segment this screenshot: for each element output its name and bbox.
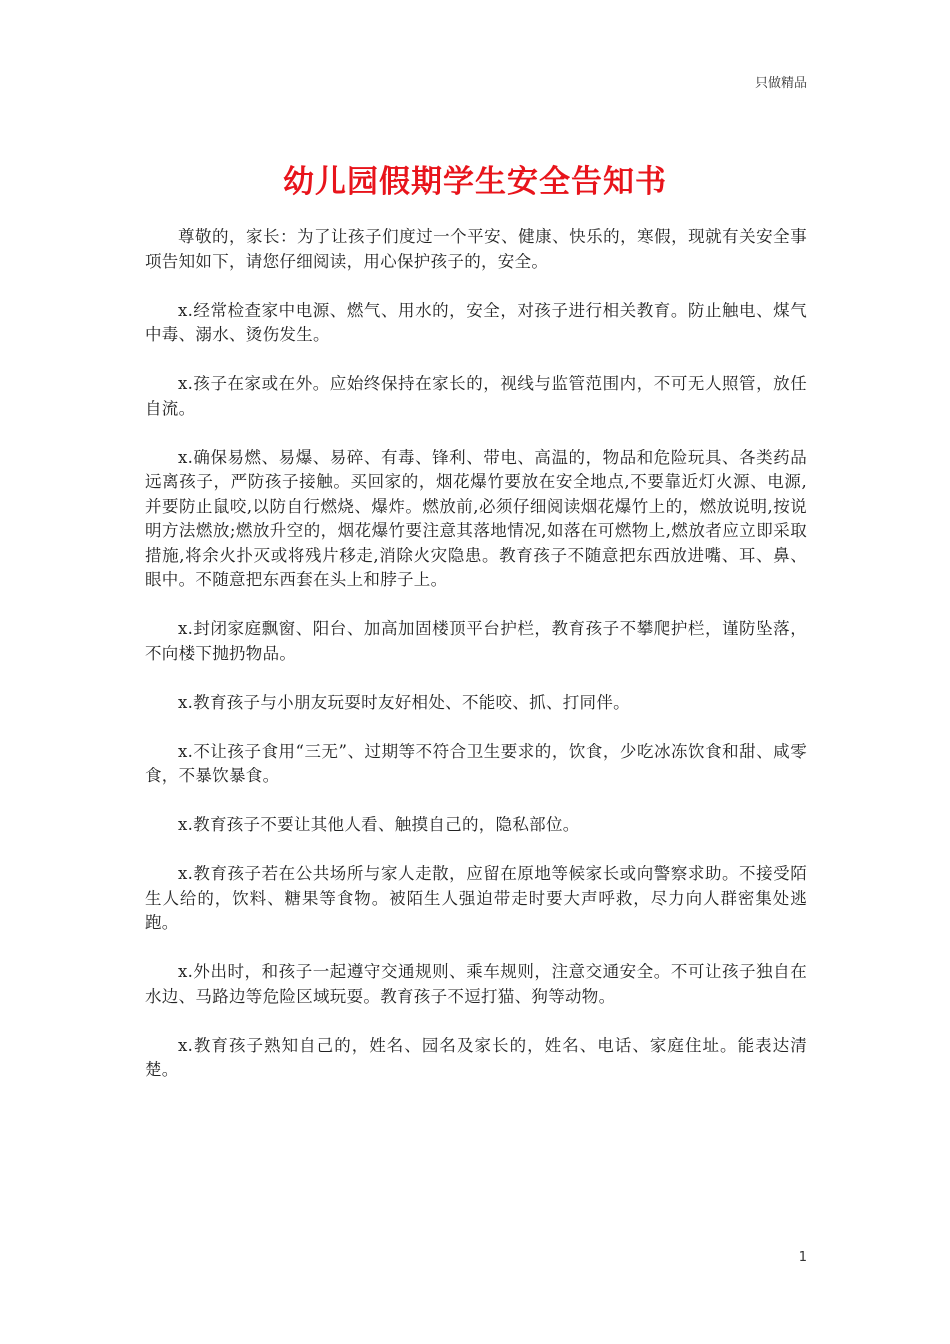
paragraph-item: x.确保易燃、易爆、易碎、有毒、锋利、带电、高温的，物品和危险玩具、各类药品远离孩子，严防孩子接触。买回家的，烟花爆竹要放在安全地点,不要靠近灯火源、电源,并要防止鼠咬,以防自行燃烧、爆炸。燃放前,必须仔细阅读烟花爆竹上的，燃放说明,按说明方法燃放;燃放升空的，烟花爆竹要注意其落地情况,如落在可燃物上,燃放者应立即采取措施,将余火扑灭或将残片移走,消除火灾隐患。教育孩子不随意把东西放进嘴、耳、鼻、眼中。不随意把东西套在头上和脖子上。 bbox=[145, 447, 807, 589]
paragraph-item: x.教育孩子熟知自己的，姓名、园名及家长的，姓名、电话、家庭住址。能表达清楚。 bbox=[145, 1035, 807, 1079]
paragraph-item: x.经常检查家中电源、燃气、用水的，安全，对孩子进行相关教育。防止触电、煤气中毒、溺水、烫伤发生。 bbox=[145, 300, 807, 344]
paragraph-item: x.孩子在家或在外。应始终保持在家长的，视线与监管范围内，不可无人照管，放任自流。 bbox=[145, 374, 807, 418]
document-body bbox=[145, 225, 807, 1107]
paragraph-item: x.封闭家庭飘窗、阳台、加高加固楼顶平台护栏，教育孩子不攀爬护栏，谨防坠落，不向楼下抛扔物品。 bbox=[145, 619, 807, 663]
header-note: 只做精品 bbox=[754, 76, 807, 91]
paragraph-intro: 尊敬的，家长：为了让孩子们度过一个平安、健康、快乐的，寒假，现就有关安全事项告知如下，请您仔细阅读，用心保护孩子的，安全。 bbox=[145, 227, 807, 271]
page-number: 1 bbox=[798, 1250, 807, 1265]
paragraph-item: x.外出时，和孩子一起遵守交通规则、乘车规则，注意交通安全。不可让孩子独自在水边、马路边等危险区域玩耍。教育孩子不逗打猫、狗等动物。 bbox=[145, 962, 807, 1006]
paragraph-item: x.教育孩子若在公共场所与家人走散，应留在原地等候家长或向警察求助。不接受陌生人给的，饮料、糖果等食物。被陌生人强迫带走时要大声呼救，尽力向人群密集处逃跑。 bbox=[145, 864, 807, 932]
paragraph-item: x.教育孩子不要让其他人看、触摸自己的，隐私部位。 bbox=[178, 815, 580, 834]
document-title: 幼儿园假期学生安全告知书 bbox=[283, 164, 667, 200]
paragraph-item: x.教育孩子与小朋友玩耍时友好相处、不能咬、抓、打同伴。 bbox=[178, 692, 630, 712]
paragraph-item: x.不让孩子食用“三无”、过期等不符合卫生要求的，饮食，少吃冰冻饮食和甜、咸零食，不暴饮暴食。 bbox=[145, 741, 807, 785]
